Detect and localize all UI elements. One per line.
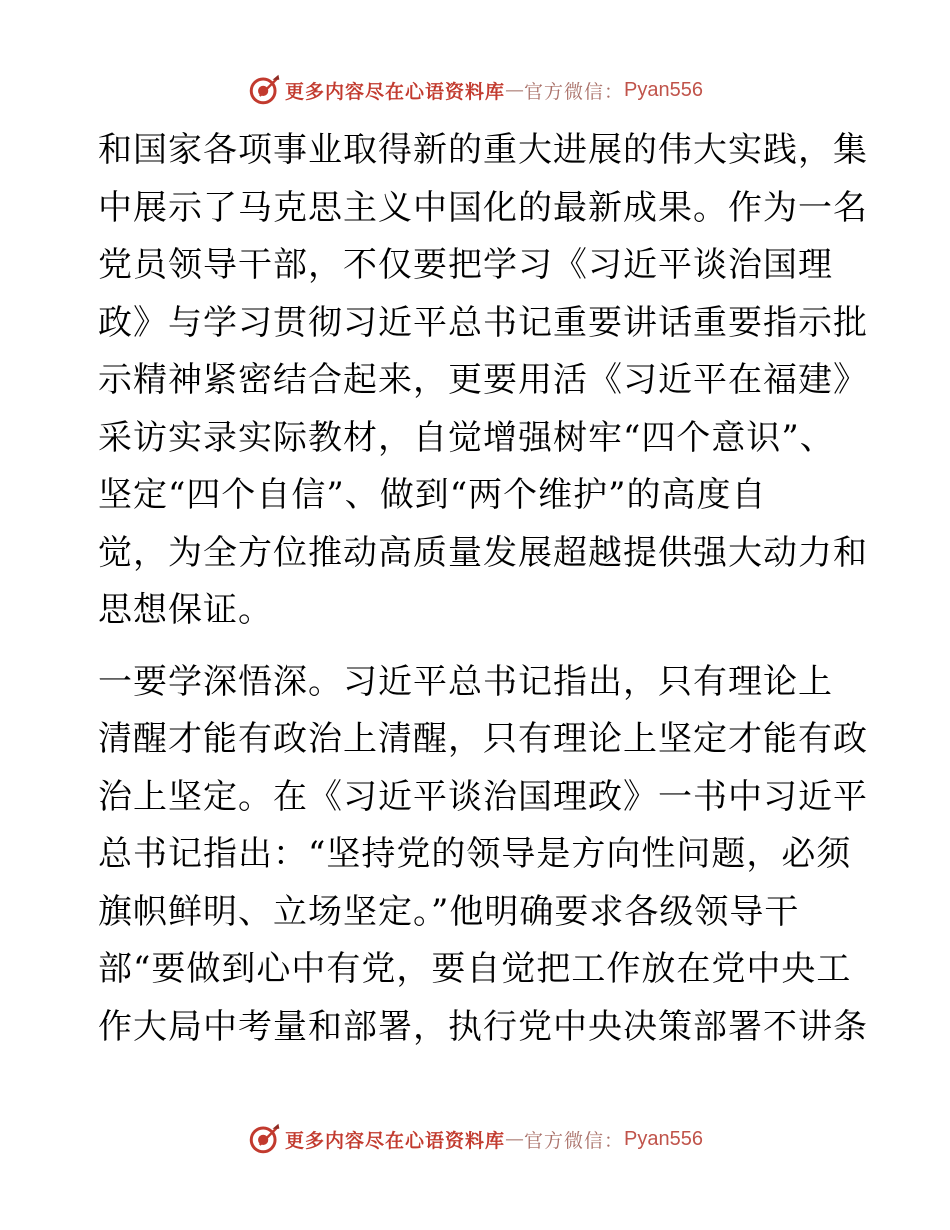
text-line: 思想保证。 [98, 590, 273, 630]
text-line: 政》与学习贯彻习近平总书记重要讲话重要指示批 [98, 302, 868, 343]
text-line: 部“要做到心中有党，要自觉把工作放在党中央工 [98, 949, 852, 989]
footer-wechat-account: Pyan556 [624, 1127, 703, 1150]
quill-pen-circle-icon [247, 73, 281, 107]
text-line: 清醒才能有政治上清醒，只有理论上坚定才能有政 [98, 719, 868, 759]
footer-slogan: 更多内容尽在心语资料库 [285, 1129, 506, 1152]
text-line: 旗帜鲜明、立场坚定。”他明确要求各级领导干 [98, 891, 800, 932]
footer-banner [0, 1119, 950, 1159]
footer-wechat-label: 官方微信： [524, 1129, 625, 1152]
text-line: 总书记指出：“坚持党的领导是方向性问题，必须 [98, 834, 852, 874]
document-body [98, 122, 868, 1056]
footer-dash: — [505, 1128, 525, 1150]
text-line: 坚定“四个自信”、做到“两个维护”的高度自 [98, 475, 767, 515]
text-line: 一要学深悟深。习近平总书记指出，只有理论上 [98, 661, 833, 702]
header-slogan: 更多内容尽在心语资料库 [285, 80, 506, 103]
header-wechat-account: Pyan556 [624, 78, 703, 101]
text-line: 觉，为全方位推动高质量发展超越提供强大动力和 [98, 532, 868, 573]
text-line: 和国家各项事业取得新的重大进展的伟大实践，集 [98, 130, 868, 170]
text-line: 中展示了马克思主义中国化的最新成果。作为一名 [98, 187, 868, 228]
text-line: 作大局中考量和部署，执行党中央决策部署不讲条 [98, 1006, 868, 1047]
paragraph-2 [98, 654, 868, 1057]
paragraph-1 [98, 122, 868, 640]
text-line: 党员领导干部，不仅要把学习《习近平谈治国理 [98, 245, 833, 285]
header-wechat-label: 官方微信： [524, 80, 625, 103]
quill-pen-circle-icon [247, 1122, 281, 1156]
text-line: 治上坚定。在《习近平谈治国理政》一书中习近平 [98, 776, 868, 817]
text-line: 采访实录实际教材，自觉增强树牢“四个意识”、 [98, 417, 835, 458]
header-banner [0, 70, 950, 110]
text-line: 示精神紧密结合起来，更要用活《习近平在福建》 [98, 360, 868, 400]
header-dash: — [505, 79, 525, 101]
